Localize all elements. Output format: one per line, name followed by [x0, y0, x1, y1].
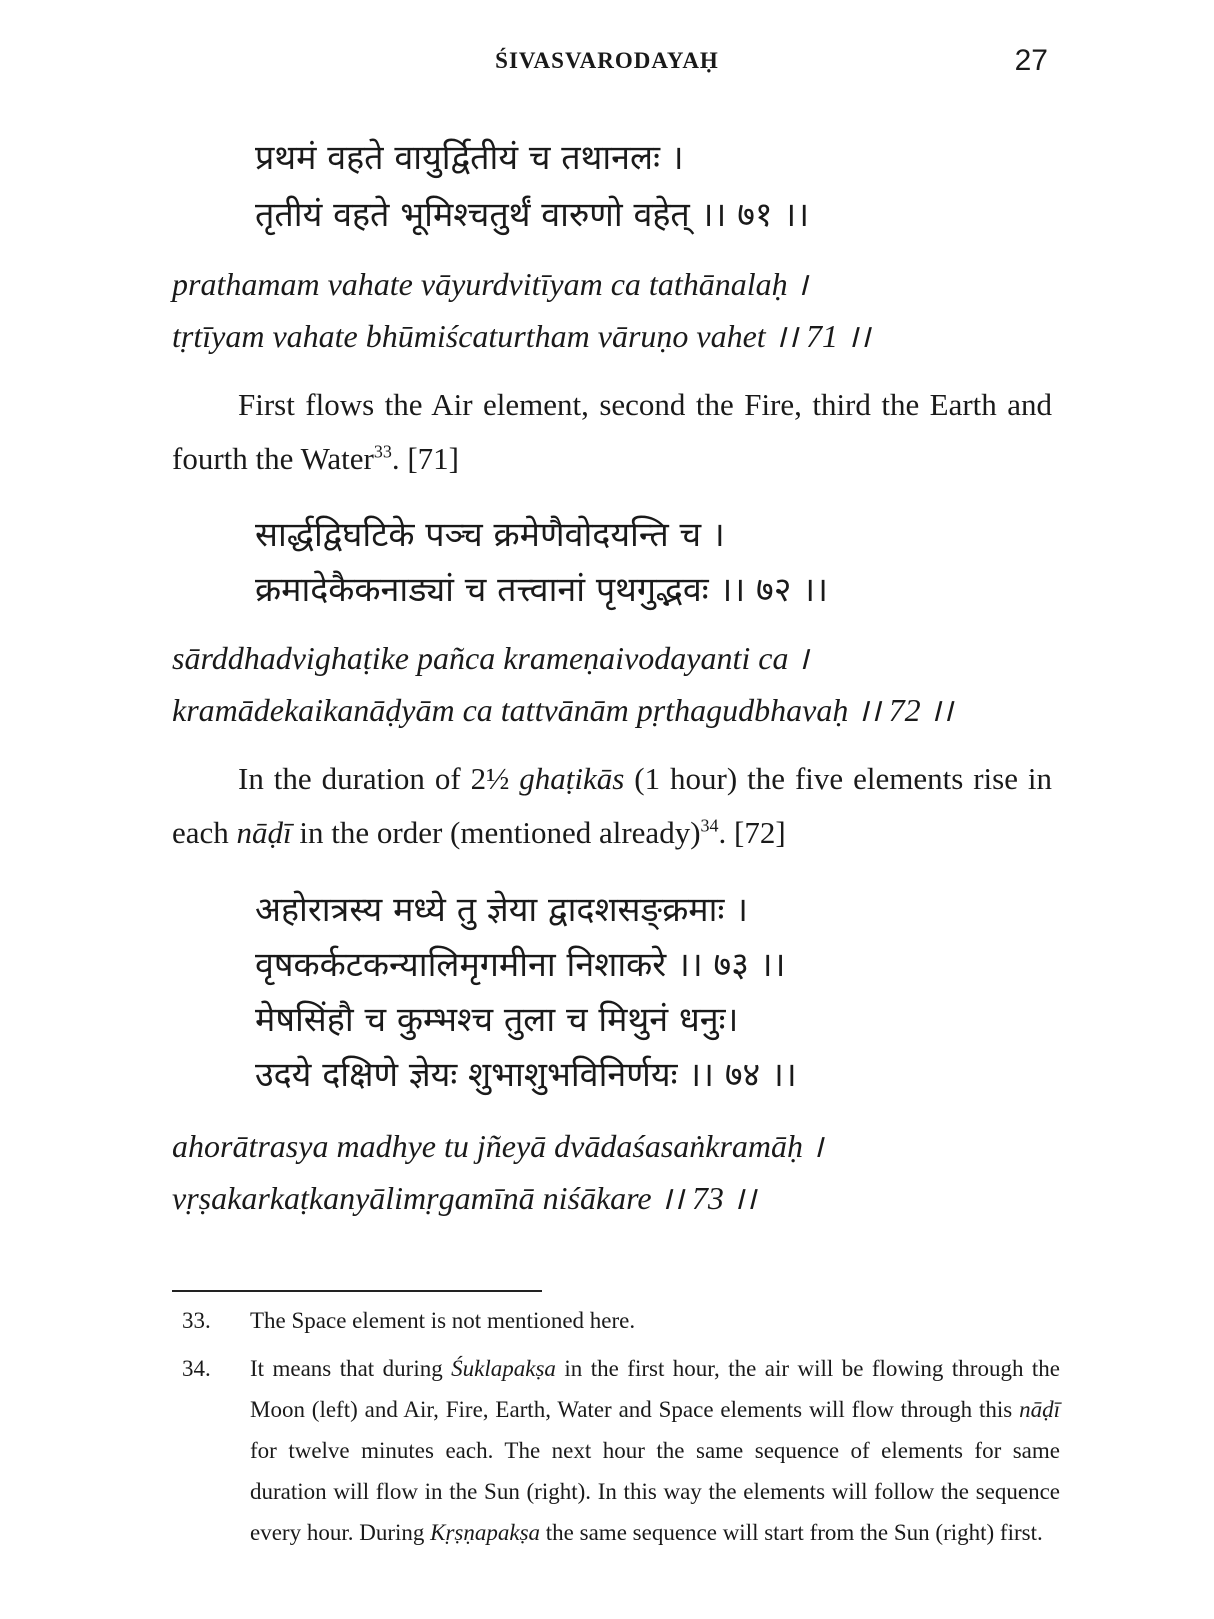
- transliteration-line: kramādekaikanāḍyām ca tattvānām pṛthagudbhavaḥ ।। 72 ।।: [172, 692, 953, 728]
- footnote-ref: 34: [700, 815, 719, 836]
- translation-text: In the duration of 2½: [238, 761, 520, 796]
- footnote-text: [250, 1348, 1060, 1553]
- sanskrit-verse-line: सार्द्धद्विघटिके पञ्च क्रमेणैवोदयन्ति च ।: [255, 515, 725, 555]
- translation-term: nāḍī: [236, 815, 292, 850]
- transliteration-line: sārddhadvighaṭike pañca krameṇaivodayanti ca ।: [172, 640, 809, 676]
- sanskrit-verse-line: क्रमादेकैकनाड्यां च तत्त्वानां पृथगुद्भवः ।। ७२ ।।: [255, 570, 828, 610]
- sanskrit-verse-line: प्रथमं वहते वायुर्द्वितीयं च तथानलः ।: [255, 138, 684, 178]
- sanskrit-verse-line: अहोरात्रस्य मध्ये तु ज्ञेया द्वादशसङ्क्रमाः ।: [255, 890, 749, 930]
- footnote-term: Śuklapakṣa: [451, 1356, 556, 1381]
- transliteration-line: vṛṣakarkaṭkanyālimṛgamīnā niśākare ।। 73 ।।: [172, 1180, 757, 1216]
- translation-text: (1 hour) the five elements rise in each: [172, 761, 1053, 850]
- footnote: [182, 1300, 1062, 1341]
- footnote-term: nāḍī: [1019, 1397, 1060, 1422]
- translation-text: First flows the Air element, second the Fire, third the Earth and fourth the Water: [172, 387, 1052, 476]
- transliteration-line: tṛtīyam vahate bhūmiścaturtham vāruṇo vahet ।। 71 ।।: [172, 318, 871, 354]
- footnote-text-part: for twelve minutes each. The next hour the same sequence of elements for same duration will flow in the Sun (right). In this way the elements will follow the sequence every hour. During: [250, 1438, 1060, 1545]
- translation-paragraph: [172, 752, 1052, 860]
- footnote: [182, 1348, 1062, 1553]
- footnote-text-part: the same sequence will start from the Sun (right) first.: [540, 1520, 1043, 1545]
- footnote-text-part: It means that during: [250, 1356, 452, 1381]
- footnote-divider: [172, 1290, 542, 1292]
- translation-text: in the order (mentioned already): [291, 815, 701, 850]
- transliteration-line: prathamam vahate vāyurdvitīyam ca tathānalaḥ ।: [172, 266, 808, 302]
- sanskrit-verse-line: वृषकर्कटकन्यालिमृगमीना निशाकरे ।। ७३ ।।: [255, 945, 786, 985]
- footnote-text: The Space element is not mentioned here.: [250, 1308, 636, 1333]
- footnote-number: 34.: [182, 1356, 211, 1381]
- sanskrit-verse-line: उदये दक्षिणे ज्ञेयः शुभाशुभविनिर्णयः ।। ७४ ।।: [255, 1055, 797, 1095]
- sanskrit-verse-line: मेषसिंहौ च कुम्भश्च तुला च मिथुनं धनुः।: [255, 1000, 739, 1040]
- running-head: ŚIVASVARODAYAḤ: [495, 48, 719, 73]
- footnote-number: 33.: [182, 1308, 211, 1333]
- translation-paragraph: [172, 378, 1052, 486]
- translation-term: ghaṭikās: [519, 761, 625, 796]
- footnote-text-part: in the first hour, the air will be flowing through the Moon (left) and Air, Fire, Earth, Water and Space elements will flow through this: [250, 1356, 1060, 1422]
- translation-text: . [72]: [718, 815, 786, 850]
- page-number: 27: [1014, 44, 1048, 77]
- footnote-ref: 33: [373, 441, 392, 462]
- footnote-term: Kṛṣṇapakṣa: [430, 1520, 541, 1545]
- transliteration-line: ahorātrasya madhye tu jñeyā dvādaśasaṅkramāḥ ।: [172, 1128, 824, 1164]
- sanskrit-verse-line: तृतीयं वहते भूमिश्चतुर्थं वारुणो वहेत् ।। ७१ ।।: [255, 195, 810, 235]
- translation-text: . [71]: [391, 441, 459, 476]
